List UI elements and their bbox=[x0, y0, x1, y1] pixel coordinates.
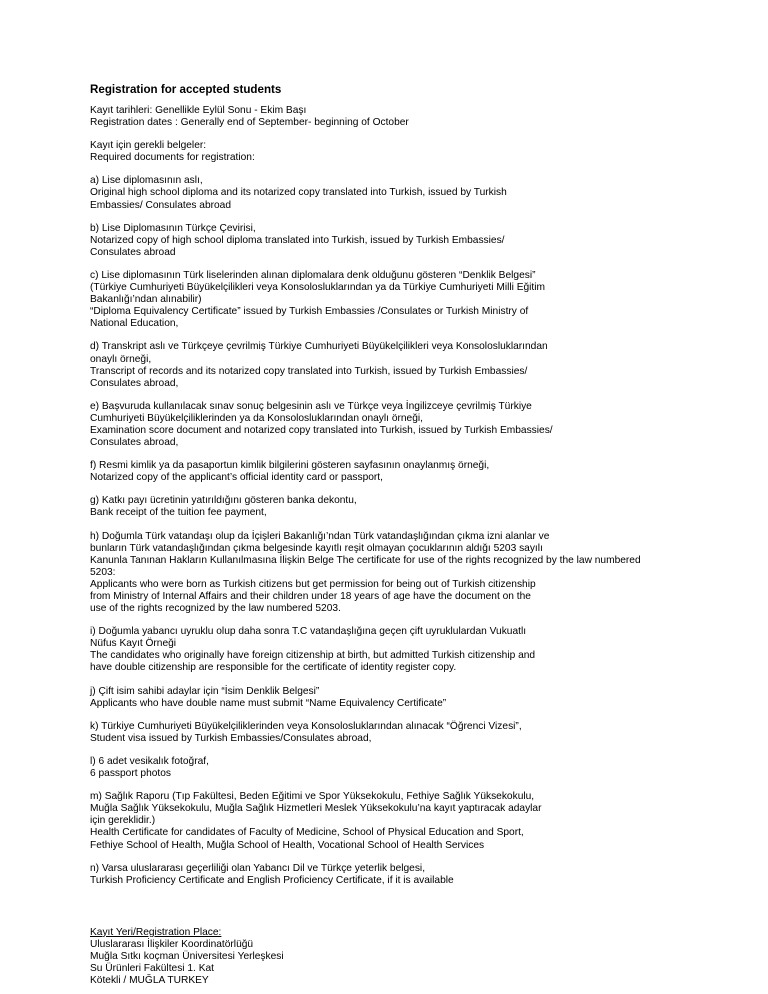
paragraph-line: (Türkiye Cumhuriyeti Büyükelçilikleri veya Konsolosluklarından ya da Türkiye Cumhuriyeti Milli Eğitim bbox=[90, 282, 546, 294]
paragraph-line: c) Lise diplomasının Türk liselerinden alınan diplomalara denk olduğunu gösteren “Denklik Belgesi” bbox=[90, 269, 536, 281]
document-paragraph bbox=[90, 460, 750, 484]
paragraph-line: i) Doğumla yabancı uyruklu olup daha sonra T.C vatandaşlığına geçen çift uyruklulardan Vukuatlı bbox=[90, 626, 527, 638]
registration-place-heading: Kayıt Yeri/Registration Place: bbox=[90, 926, 222, 938]
document-sections bbox=[90, 105, 750, 887]
paragraph-line: b) Lise Diplomasının Türkçe Çevirisi, bbox=[90, 222, 256, 234]
paragraph-line: Applicants who have double name must submit “Name Equivalency Certificate” bbox=[90, 697, 447, 709]
registration-place-address bbox=[90, 939, 750, 987]
address-line: Su Ürünleri Fakültesi 1. Kat bbox=[90, 963, 215, 975]
document-paragraph bbox=[90, 626, 750, 674]
paragraph-line: f) Resmi kimlik ya da pasaportun kimlik bilgilerini gösteren sayfasının onaylanmış örneği, bbox=[90, 460, 490, 472]
paragraph-line: Fethiye School of Health, Muğla School of Health, Vocational School of Health Services bbox=[90, 839, 485, 851]
paragraph-line: “Diploma Equivalency Certificate” issued by Turkish Embassies /Consulates or Turkish Ministry of bbox=[90, 306, 529, 318]
paragraph-line: Notarized copy of the applicant’s official identity card or passport, bbox=[90, 472, 383, 484]
paragraph-line: Consulates abroad, bbox=[90, 377, 179, 389]
paragraph-line: Registration dates : Generally end of September- beginning of October bbox=[90, 117, 409, 129]
paragraph-line: Required documents for registration: bbox=[90, 152, 255, 164]
paragraph-line: Applicants who were born as Turkish citizens but get permission for being out of Turkish citizenship bbox=[90, 578, 536, 590]
address-line: Uluslararası İlişkiler Koordinatörlüğü bbox=[90, 938, 254, 950]
paragraph-line: için gereklidir.) bbox=[90, 815, 156, 827]
paragraph-line: have double citizenship are responsible for the certificate of identity register copy. bbox=[90, 662, 457, 674]
paragraph-line: Health Certificate for candidates of Faculty of Medicine, School of Physical Education and Sport, bbox=[90, 827, 524, 839]
paragraph-line: 5203: bbox=[90, 566, 116, 578]
paragraph-line: e) Başvuruda kullanılacak sınav sonuç belgesinin aslı ve Türkçe veya İngilizceye çevrilmiş Türkiye bbox=[90, 400, 532, 412]
paragraph-line: use of the rights recognized by the law numbered 5203. bbox=[90, 603, 341, 615]
paragraph-line: from Ministry of Internal Affairs and their children under 18 years of age have the document on the bbox=[90, 591, 531, 602]
paragraph-line: Bakanlığı’ndan alınabilir) bbox=[90, 294, 202, 306]
paragraph-line: Consulates abroad, bbox=[90, 437, 179, 449]
paragraph-line: onaylı örneği, bbox=[90, 353, 152, 365]
address-line: Kötekli / MUĞLA TURKEY bbox=[90, 975, 209, 987]
document-paragraph bbox=[90, 401, 750, 449]
document-paragraph bbox=[90, 686, 750, 710]
paragraph-line: a) Lise diplomasının aslı, bbox=[90, 175, 203, 187]
paragraph-line: Transcript of records and its notarized copy translated into Turkish, issued by Turkish Embassies/ bbox=[90, 365, 528, 377]
document-paragraph bbox=[90, 756, 750, 780]
document-paragraph bbox=[90, 863, 750, 887]
paragraph-line: Nüfus Kayıt Örneği bbox=[90, 638, 177, 650]
paragraph-line: Kayıt tarihleri: Genellikle Eylül Sonu - Ekim Başı bbox=[90, 105, 307, 116]
paragraph-line: Kanunla Tanınan Hakların Kullanılmasına İlişkin Belge The certificate for use of the rights recognized by the law numbered bbox=[90, 554, 641, 566]
paragraph-line: Examination score document and notarized copy translated into Turkish, issued by Turkish Embassies/ bbox=[90, 424, 553, 436]
paragraph-line: l) 6 adet vesikalık fotoğraf, bbox=[90, 755, 209, 767]
document-body bbox=[90, 83, 750, 987]
document-paragraph bbox=[90, 270, 750, 330]
paragraph-line: 6 passport photos bbox=[90, 768, 171, 780]
paragraph-line: Bank receipt of the tuition fee payment, bbox=[90, 507, 267, 519]
document-title: Registration for accepted students bbox=[90, 83, 282, 96]
paragraph-line: bunların Türk vatandaşlığından çıkma belgesinde kayıtlı reşit olmayan çocuklarının aldığı 5203 sayılı bbox=[90, 542, 543, 554]
paragraph-line: Cumhuriyeti Büyükelçiliklerinden ya da Konsolosluklarından onaylı örneği, bbox=[90, 412, 423, 424]
document-paragraph bbox=[90, 341, 750, 389]
paragraph-line: k) Türkiye Cumhuriyeti Büyükelçiliklerinden veya Konsolosluklarından alınacak “Öğrenci Vizesi”, bbox=[90, 720, 522, 732]
paragraph-line: Notarized copy of high school diploma translated into Turkish, issued by Turkish Embassies/ bbox=[90, 234, 505, 246]
paragraph-line: Original high school diploma and its notarized copy translated into Turkish, issued by Turkish bbox=[90, 187, 507, 199]
paragraph-line: Muğla Sağlık Yüksekokulu, Muğla Sağlık Hizmetleri Meslek Yüksekokulu’na kayıt yaptıracak adaylar bbox=[90, 803, 542, 815]
document-paragraph bbox=[90, 531, 750, 616]
paragraph-line: National Education, bbox=[90, 318, 179, 330]
paragraph-line: d) Transkript aslı ve Türkçeye çevrilmiş Türkiye Cumhuriyeti Büyükelçilikleri veya Konsolosluklarından bbox=[90, 341, 548, 353]
paragraph-line: Turkish Proficiency Certificate and English Proficiency Certificate, if it is available bbox=[90, 874, 454, 886]
paragraph-line: g) Katkı payı ücretinin yatırıldığını gösteren banka dekontu, bbox=[90, 495, 357, 507]
paragraph-line: Kayıt için gerekli belgeler: bbox=[90, 140, 207, 152]
paragraph-line: Consulates abroad bbox=[90, 246, 176, 258]
document-paragraph bbox=[90, 105, 750, 129]
document-paragraph bbox=[90, 223, 750, 259]
paragraph-line: j) Çift isim sahibi adaylar için “İsim Denklik Belgesi” bbox=[90, 685, 320, 697]
paragraph-line: Embassies/ Consulates abroad bbox=[90, 199, 232, 211]
document-paragraph bbox=[90, 175, 750, 211]
document-paragraph bbox=[90, 791, 750, 851]
registration-place bbox=[90, 927, 750, 987]
paragraph-line: Student visa issued by Turkish Embassies/Consulates abroad, bbox=[90, 732, 372, 744]
paragraph-line: n) Varsa uluslararası geçerliliği olan Yabancı Dil ve Türkçe yeterlik belgesi, bbox=[90, 862, 426, 874]
address-line: Muğla Sıtkı koçman Üniversitesi Yerleşkesi bbox=[90, 950, 284, 962]
paragraph-line: m) Sağlık Raporu (Tıp Fakültesi, Beden Eğitimi ve Spor Yüksekokulu, Fethiye Sağlık Yüksekokulu, bbox=[90, 791, 535, 803]
document-paragraph bbox=[90, 495, 750, 519]
document-paragraph bbox=[90, 140, 750, 164]
paragraph-line: h) Doğumla Türk vatandaşı olup da İçişleri Bakanlığı’ndan Türk vatandaşlığından çıkma izni alanlar ve bbox=[90, 530, 550, 542]
paragraph-line: The candidates who originally have foreign citizenship at birth, but admitted Turkish citizenship and bbox=[90, 650, 536, 662]
document-paragraph bbox=[90, 721, 750, 745]
